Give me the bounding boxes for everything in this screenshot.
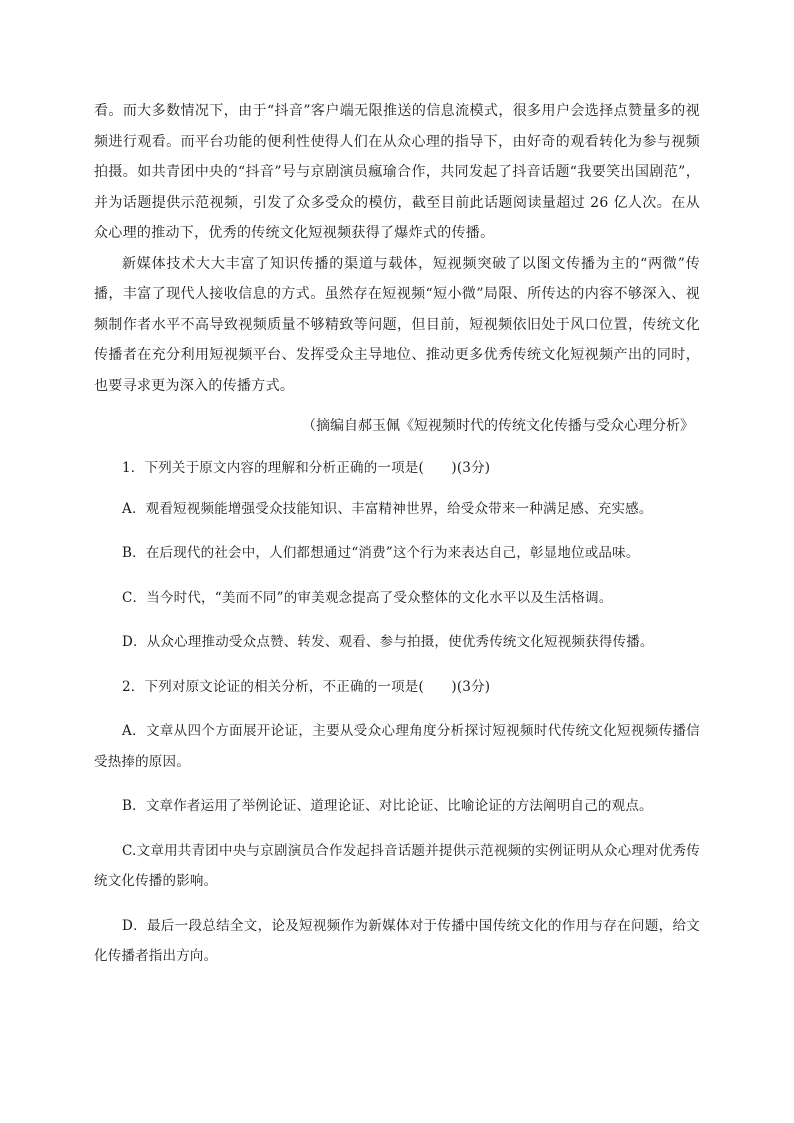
question-2-option-b: B．文章作者运用了举例论证、道理论证、对比论证、比喻论证的方法阐明自己的观点。: [122, 798, 653, 814]
document-page: [94, 96, 700, 972]
question-2-option-c: C.文章用共青团中央与京剧演员合作发起抖音话题并提供示范视频的实例证明从众心理对优秀传统文化传播的影响。: [94, 842, 700, 889]
question-1-option-d: D．从众心理推动受众点赞、转发、观看、参与拍摄，使优秀传统文化短视频获得传播。: [122, 634, 654, 650]
question-1-option-c: C．当今时代，“美而不同”的审美观念提高了受众整体的文化水平以及生活格调。: [122, 589, 613, 606]
question-1-option-a: A．观看短视频能增强受众技能知识、丰富精神世界，给受众带来一种满足感、充实感。: [122, 500, 653, 517]
question-1-stem: 1．下列关于原文内容的理解和分析正确的一项是( )(3分): [122, 460, 491, 476]
question-1-option-b: B．在后现代的社会中，人们都想通过“消费”这个行为来表达自己，彰显地位或品味。: [122, 545, 640, 561]
question-2-option-d: D．最后一段总结全文，论及短视频作为新媒体对于传播中国传统文化的作用与存在问题，给文化传播者指出方向。: [94, 917, 700, 964]
passage-paragraph-1: 看。而大多数情况下，由于“抖音”客户端无限推送的信息流模式，很多用户会选择点赞量多的视频进行观看。而平台功能的便利性使得人们在从众心理的指导下，由好奇的观看转化为参与视频拍摄。如共青团中央的“抖音”号与京剧演员瘋瑜合作，共同发起了抖音话题“我要笑出国剧范”，并为话题提供示范视频，引发了众多受众的模仿，截至目前此话题阅读量超过 26 亿人次。在从众心理的推动下，优秀的传统文化短视频获得了爆炸式的传播。: [94, 103, 700, 241]
passage-source: （摘编自郝玉佩《短视频时代的传统文化传播与受众心理分析》: [302, 418, 694, 434]
question-2: [94, 672, 700, 972]
passage-paragraph-2: 新媒体技术大大丰富了知识传播的渠道与载体，短视频突破了以图文传播为主的“两微”传播，丰富了现代人接收信息的方式。虽然存在短视频“短小微”局限、所传达的内容不够深入、视频制作者水平不高导致视频质量不够精致等问题，但目前，短视频依旧处于风口位置，传统文化传播者在充分利用短视频平台、发挥受众主导地位、推动更多优秀传统文化短视频产出的同时，也要寻求更为深入的传播方式。: [94, 255, 700, 394]
question-2-stem: 2．下列对原文论证的相关分析，不正确的一项是( )(3分): [122, 678, 491, 695]
question-2-option-a: A．文章从四个方面展开论证，主要从受众心理角度分析探讨短视频时代传统文化短视频传播信受热捧的原因。: [94, 723, 700, 770]
question-1: [94, 453, 700, 658]
